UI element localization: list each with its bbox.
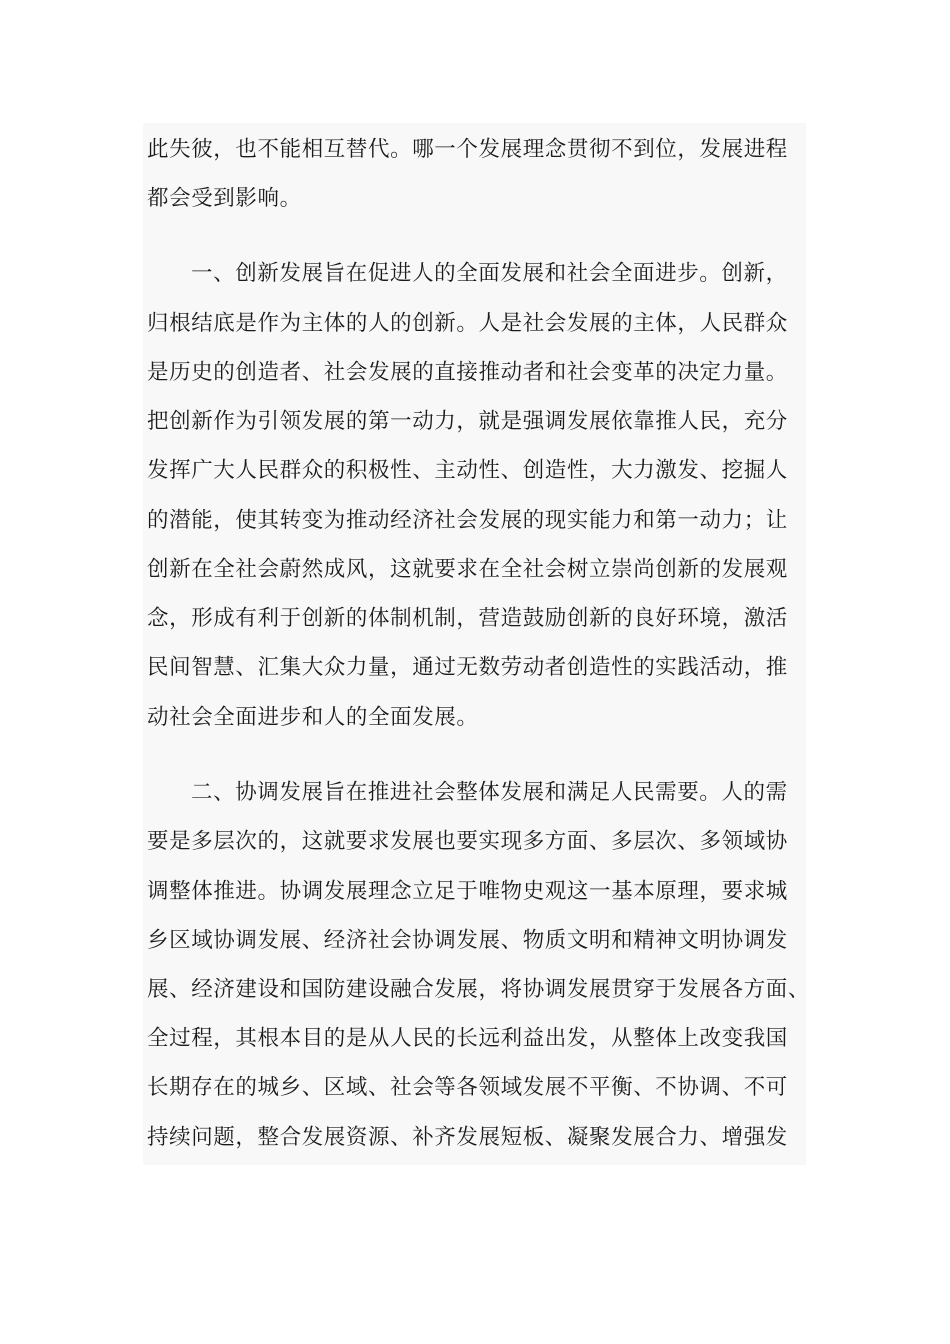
- text-line: 的潜能，使其转变为推动经济社会发展的现实能力和第一动力；让: [147, 508, 788, 533]
- text-line: 民间智慧、汇集大众力量，通过无数劳动者创造性的实践活动，推: [147, 655, 788, 680]
- text-line: 长期存在的城乡、区域、社会等各领域发展不平衡、不协调、不可: [147, 1075, 788, 1100]
- text-line: 全过程，其根本目的是从人民的长远利益出发，从整体上改变我国: [147, 1026, 788, 1051]
- text-line: 发挥广大人民群众的积极性、主动性、创造性，大力激发、挖掘人: [147, 458, 788, 483]
- text-line: 归根结底是作为主体的人的创新。人是社会发展的主体，人民群众: [147, 311, 788, 336]
- section-2-heading-line: 二、协调发展旨在推进社会整体发展和满足人民需要。人的需: [191, 780, 788, 805]
- text-line: 创新在全社会蔚然成风，这就要求在全社会树立崇尚创新的发展观: [147, 557, 788, 582]
- text-line: 要是多层次的，这就要求发展也要实现多方面、多层次、多领域协: [147, 829, 788, 854]
- text-line: 持续问题，整合发展资源、补齐发展短板、凝聚发展合力、增强发: [147, 1125, 788, 1150]
- document-text-block: [143, 123, 811, 1165]
- text-line: 乡区域协调发展、经济社会协调发展、物质文明和精神文明协调发: [147, 928, 788, 953]
- text-line: 都会受到影响。: [147, 186, 302, 211]
- text-line: 调整体推进。协调发展理念立足于唯物史观这一基本原理，要求城: [147, 879, 788, 904]
- text-line: 展、经济建设和国防建设融合发展，将协调发展贯穿于发展各方面、: [147, 977, 811, 1002]
- text-line: 把创新作为引领发展的第一动力，就是强调发展依靠推人民，充分: [147, 409, 788, 434]
- text-line: 是历史的创造者、社会发展的直接推动者和社会变革的决定力量。: [147, 360, 788, 385]
- text-line: 此失彼，也不能相互替代。哪一个发展理念贯彻不到位，发展进程: [147, 137, 788, 162]
- text-line: 动社会全面进步和人的全面发展。: [147, 705, 479, 730]
- text-line: 念，形成有利于创新的体制机制，营造鼓励创新的良好环境，激活: [147, 606, 788, 631]
- section-1-heading-line: 一、创新发展旨在促进人的全面发展和社会全面进步。创新，: [191, 261, 788, 286]
